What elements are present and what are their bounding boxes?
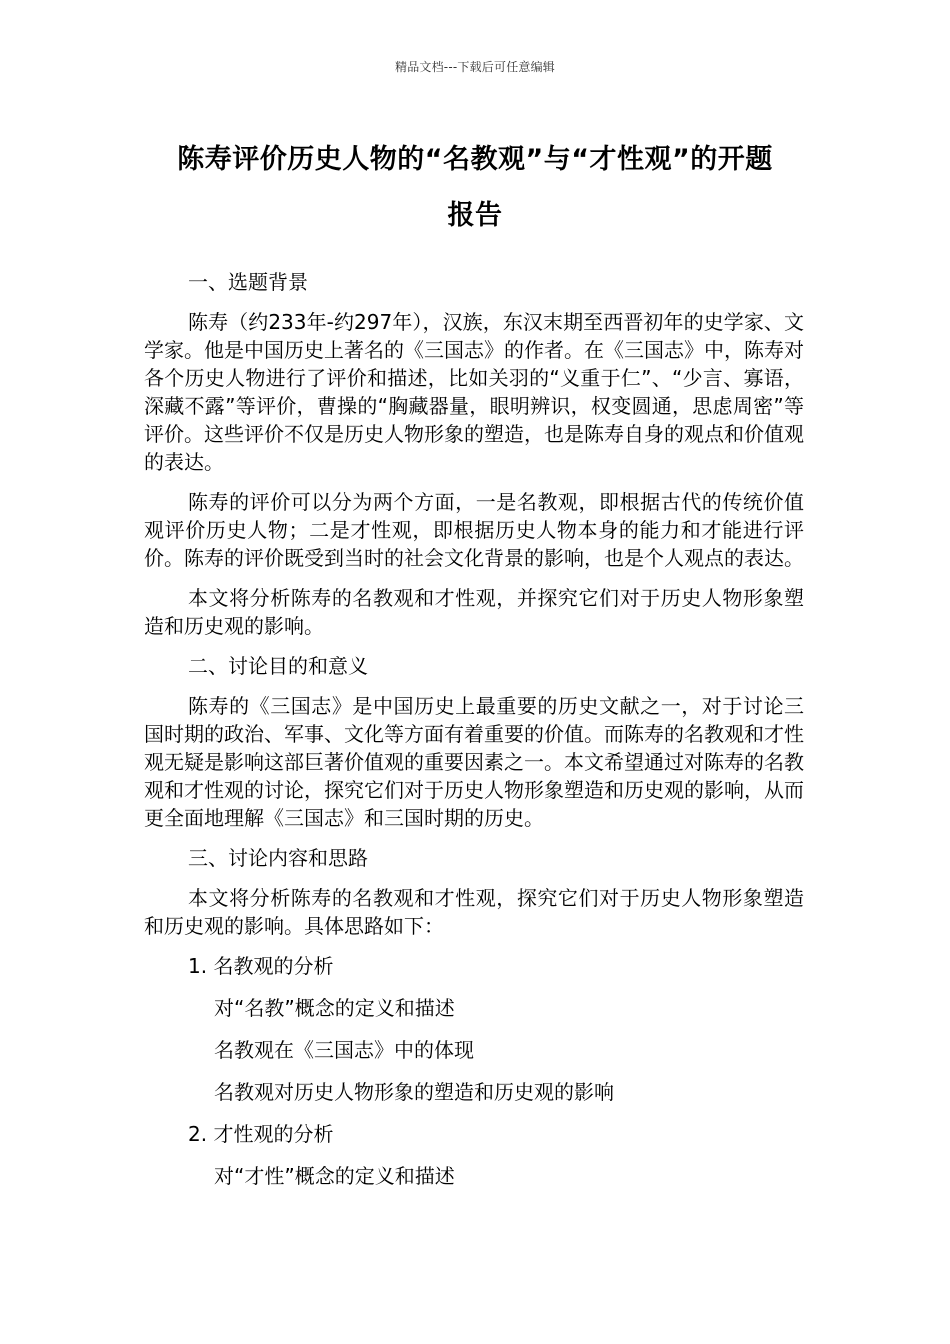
list-item: 对“才性”概念的定义和描述 bbox=[214, 1164, 455, 1188]
title-line-1: 陈寿评价历史人物的“名教观”与“才性观”的开题 bbox=[177, 144, 773, 175]
paragraph: 本文将分析陈寿的名教观和才性观，探究它们对于历史人物形象塑造和历史观的影响。具体思路如下： bbox=[144, 886, 804, 938]
section-heading-background: 一、选题背景 bbox=[188, 270, 308, 294]
paragraph: 陈寿的《三国志》是中国历史上最重要的历史文献之一，对于讨论三国时期的政治、军事、文化等方面有着重要的价值。而陈寿的名教观和才性观无疑是影响这部巨著价值观的重要因素之一。本文希望通过对陈寿的名教观和才性观的讨论，探究它们对于历史人物形象塑造和历史观的影响，从而更全面地理解《三国志》和三国时期的历史。 bbox=[144, 694, 804, 830]
list-title-caixing: 2. 才性观的分析 bbox=[188, 1122, 334, 1146]
paragraph: 本文将分析陈寿的名教观和才性观，并探究它们对于历史人物形象塑造和历史观的影响。 bbox=[144, 586, 804, 638]
list-title-mingjiao: 1. 名教观的分析 bbox=[188, 954, 334, 978]
paragraph: 陈寿（约233年-约297年），汉族，东汉末期至西晋初年的史学家、文学家。他是中国历史上著名的《三国志》的作者。在《三国志》中，陈寿对各个历史人物进行了评价和描述，比如关羽的“义重于仁”、“少言、寡语，深藏不露”等评价，曹操的“胸藏器量，眼明辨识，权变圆通，思虑周密”等评价。这些评价不仅是历史人物形象的塑造，也是陈寿自身的观点和价值观的表达。 bbox=[144, 310, 804, 474]
title-line-2: 报告 bbox=[447, 200, 503, 231]
list-item: 名教观在《三国志》中的体现 bbox=[214, 1038, 474, 1062]
page-header: 精品文档---下载后可任意编辑 bbox=[395, 60, 555, 74]
document-title bbox=[140, 132, 810, 244]
list-item: 对“名教”概念的定义和描述 bbox=[214, 996, 455, 1020]
section-heading-content: 三、讨论内容和思路 bbox=[188, 846, 368, 870]
paragraph: 陈寿的评价可以分为两个方面，一是名教观，即根据古代的传统价值观评价历史人物；二是才性观，即根据历史人物本身的能力和才能进行评价。陈寿的评价既受到当时的社会文化背景的影响，也是个人观点的表达。 bbox=[144, 490, 804, 570]
document-body bbox=[144, 268, 804, 1204]
section-heading-purpose: 二、讨论目的和意义 bbox=[188, 654, 368, 678]
list-item: 名教观对历史人物形象的塑造和历史观的影响 bbox=[214, 1080, 614, 1104]
